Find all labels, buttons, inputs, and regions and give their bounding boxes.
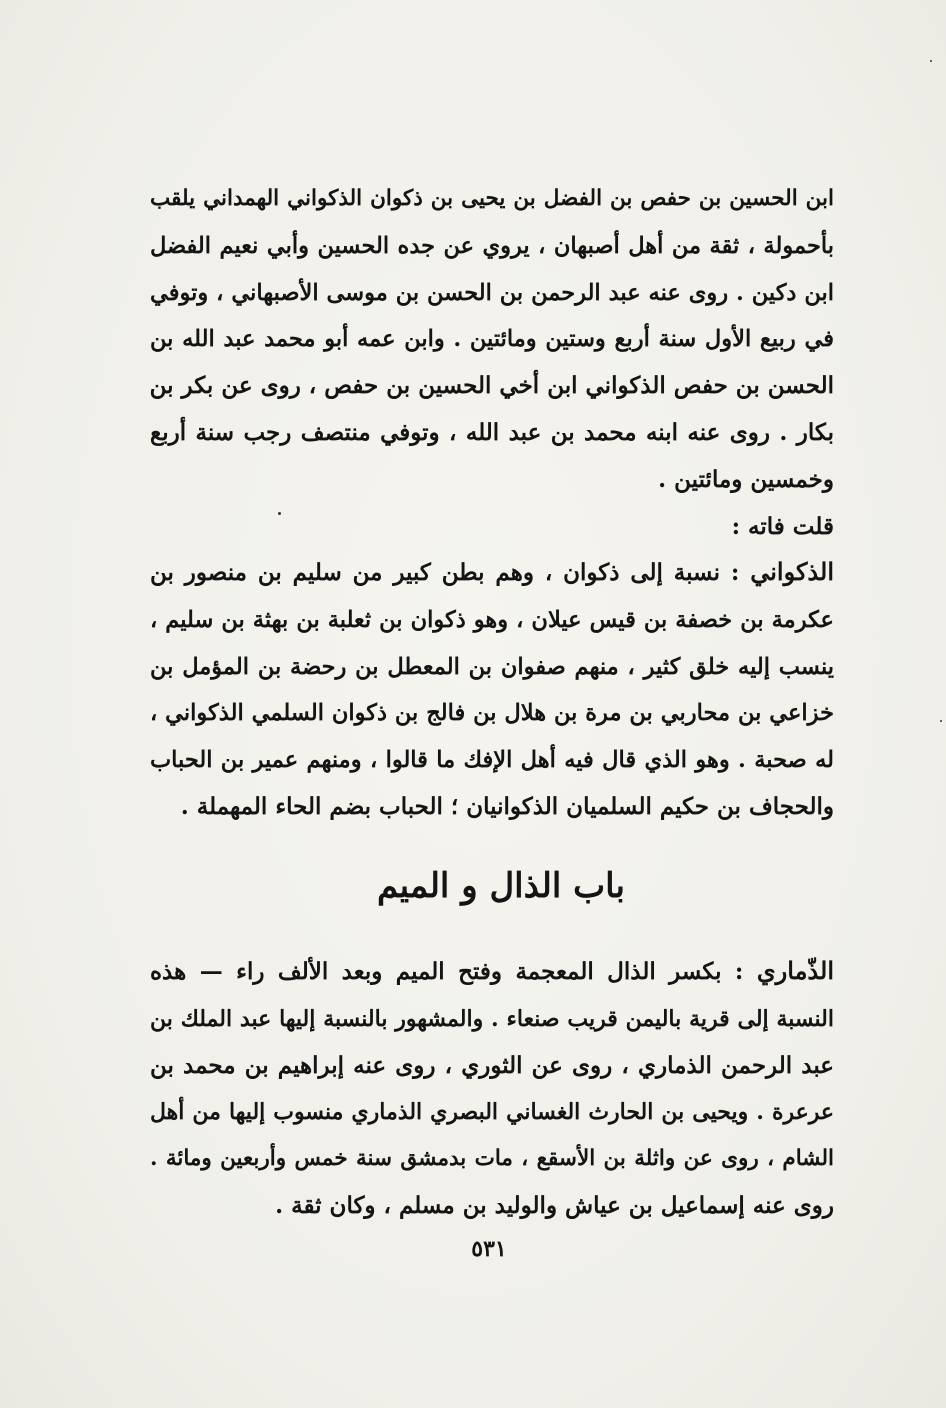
dhimari-entry (150, 948, 834, 1230)
text-line: الحسن بن حفص الذكواني ابن أخي الحسين بن حفص ، روى عن بكر بن (149, 372, 834, 400)
text-line: ينسب إليه خلق كثير ، منهم صفوان بن المعطل بن رحضة بن المؤمل بن (150, 653, 834, 680)
text-line: وخمسين ومائتين . (658, 465, 834, 493)
text-line: والحجاف بن حكيم السلميان الذكوانيان ؛ الحباب بضم الحاء المهملة . (180, 792, 834, 820)
text-line: ابن دكين . روى عنه عبد الرحمن بن الحسن بن موسى الأصبهاني ، وتوفي (150, 279, 834, 306)
text-line: خزاعي بن محاربي بن مرة بن هلال بن فالج بن ذكوان السلمي الذكواني ، (150, 700, 834, 727)
entry-first-line (150, 549, 834, 597)
entry-first-line (150, 948, 834, 996)
entry-definition-start: : بكسر الذال المعجمة وفتح الميم وبعد الألف راء — هذه (150, 958, 744, 985)
text-line: بكار . روى عنه ابنه محمد بن عبد الله ، وتوفي منتصف رجب سنة أربع (150, 418, 834, 446)
text-line: عبد الرحمن الذماري ، روى عن الثوري ، روى عنه إبراهيم بن محمد بن (150, 1051, 834, 1079)
text-line: عرعرة . ويحيى بن الحارث الغساني البصري الذماري منسوب إليها من أهل (150, 1099, 834, 1126)
ink-speck (930, 60, 932, 62)
page-number (0, 1236, 946, 1262)
text-line: عكرمة بن خصفة بن قيس عيلان ، وهو ذكوان بن ثعلبة بن بهثة بن سليم ، (150, 606, 834, 633)
text-line: النسبة إلى قرية باليمن قريب صنعاء . والمشهور بالنسبة إليها عبد الملك بن (150, 1005, 834, 1032)
text-line: الشام ، روى عن واثلة بن الأسقع ، مات بدمشق سنة خمس وأربعين ومائة . (150, 1146, 834, 1172)
dhakwani-entry (150, 549, 834, 831)
entry-term: الذّماري (756, 956, 835, 985)
text-line: روى عنه إسماعيل بن عياش والوليد بن مسلم ، وكان ثقة . (275, 1191, 834, 1219)
editor-note: قلت فاته : (731, 512, 834, 540)
page-number-text: ٥٣١ (471, 1236, 507, 1262)
text-line: ابن الحسين بن حفص بن الفضل بن يحيى بن ذكوان الذكواني الهمداني يلقب (150, 186, 834, 211)
entry-term: الذكواني (750, 557, 835, 586)
chapter-heading-text: باب الذال و الميم (377, 866, 625, 906)
text-line: بأحمولة ، ثقة من أهل أصبهان ، يروي عن جده الحسين وأبي نعيم الفضل (150, 232, 834, 259)
text-line: له صحبة . وهو الذي قال فيه أهل الإفك ما قالوا ، ومنهم عمير بن الحباب (150, 747, 834, 774)
chapter-heading (0, 866, 946, 906)
entry-definition-start: : نسبة إلى ذكوان ، وهم بطن كبير من سليم بن منصور بن (150, 559, 740, 586)
ink-speck (940, 720, 942, 722)
ink-speck (278, 512, 281, 515)
text-line: في ربيع الأول سنة أربع وستين ومائتين . وابن عمه أبو محمد عبد الله بن (150, 326, 834, 353)
entry-continuation (150, 176, 834, 550)
